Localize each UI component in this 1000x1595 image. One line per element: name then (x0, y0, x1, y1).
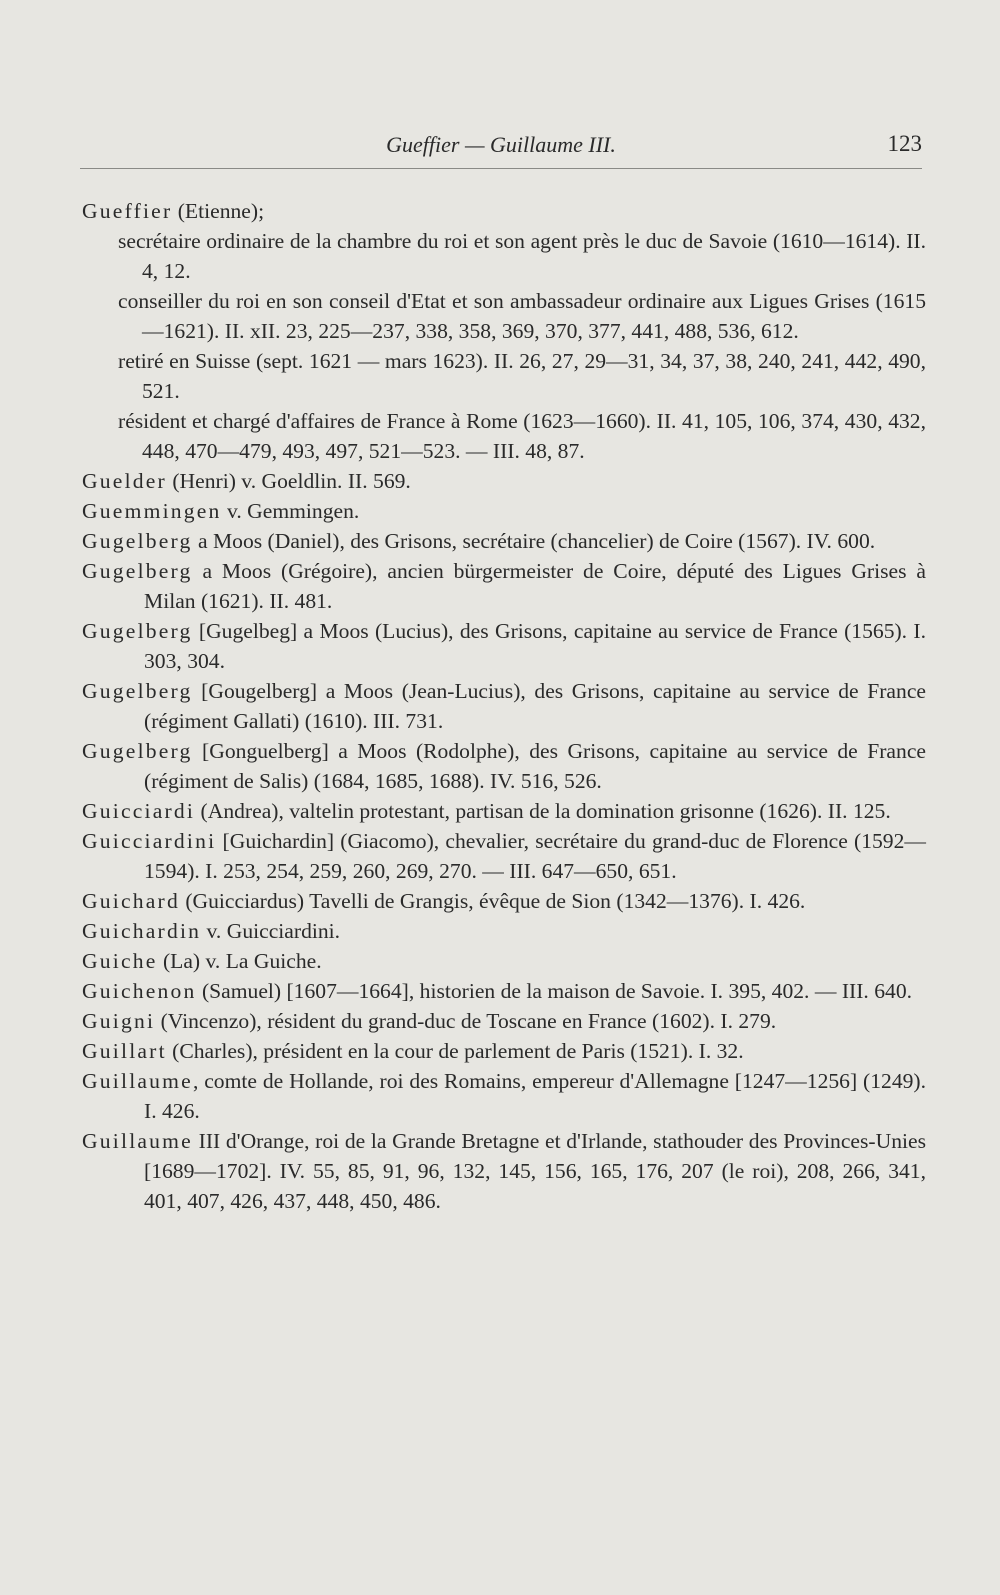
entry-name: Guicciardi (82, 799, 196, 823)
entry-name: Guigni (82, 1009, 156, 1033)
index-entry (82, 916, 926, 946)
entry-text: (Guicciardus) Tavelli de Grangis, évêque de Sion (1342—1376). I. 426. (179, 889, 806, 913)
index-entry (82, 616, 926, 676)
entry-text: [Gougelberg] a Moos (Jean-Lucius), des Grisons, capitaine au service de France (régiment Gallati) (1610). III. 731. (144, 679, 926, 733)
entry-text: [Gugelbeg] a Moos (Lucius), des Grisons, capitaine au service de France (1565). I. 303, 304. (144, 619, 926, 673)
entry-name: Guelder (82, 469, 167, 493)
index-entry (82, 976, 926, 1006)
running-head (80, 128, 922, 169)
index-entries (82, 196, 926, 1216)
index-subentry: retiré en Suisse (sept. 1621 — mars 1623). II. 26, 27, 29—31, 34, 37, 38, 240, 241, 442, 490, 521. (118, 349, 926, 403)
entry-name: Gugelberg (82, 739, 193, 763)
entry-name: Guillaume (82, 1129, 193, 1153)
index-subentry: secrétaire ordinaire de la chambre du roi et son agent près le duc de Savoie (1610—1614). II. 4, 12. (118, 229, 926, 283)
index-entry (82, 736, 926, 796)
entry-text: (Vincenzo), résident du grand-duc de Toscane en France (1602). I. 279. (155, 1009, 777, 1033)
entry-name: Guichard (82, 889, 180, 913)
index-subentry: conseiller du roi en son conseil d'Etat et son ambassadeur ordinaire aux Ligues Grises (1615—1621). II. xII. 23, 225—237, 338, 358, 369, 370, 377, 441, 488, 536, 612. (118, 289, 926, 343)
index-entry (82, 886, 926, 916)
entry-text: [Guichardin] (Giacomo), chevalier, secrétaire du grand-duc de Florence (1592—1594). I. 253, 254, 259, 260, 269, 270. — III. 647—650, 651. (144, 829, 926, 883)
entry-name: Gugelberg (82, 619, 193, 643)
index-entry (82, 1006, 926, 1036)
index-entry (82, 676, 926, 736)
entry-text: (Andrea), valtelin protestant, partisan de la domination grisonne (1626). II. 125. (195, 799, 891, 823)
index-subentry: résident et chargé d'affaires de France à Rome (1623—1660). II. 41, 105, 106, 374, 430, 432, 448, 470—479, 493, 497, 521—523. — III. 48, 87. (118, 409, 926, 463)
index-entry (82, 556, 926, 616)
entry-text: , comte de Hollande, roi des Romains, empereur d'Allemagne [1247—1256] (1249). I. 426. (144, 1069, 926, 1123)
entry-name: Gugelberg (82, 559, 193, 583)
entry-name: Guiche (82, 949, 158, 973)
index-entry (82, 1126, 926, 1216)
index-entry (82, 466, 926, 496)
entry-name: Guillart (82, 1039, 167, 1063)
running-title: Gueffier — Guillaume III. (386, 132, 616, 157)
index-entry (82, 796, 926, 826)
index-entry (82, 1066, 926, 1126)
entry-name: Guicciardini (82, 829, 217, 853)
entry-text: v. Gemmingen. (221, 499, 360, 523)
entry-text: (Samuel) [1607—1664], historien de la maison de Savoie. I. 395, 402. — III. 640. (196, 979, 913, 1003)
index-entry (82, 526, 926, 556)
entry-name: Guillaume (82, 1069, 193, 1093)
entry-name: Gueffier (82, 199, 173, 223)
index-entry (82, 196, 926, 226)
index-entry (82, 946, 926, 976)
entry-text: (La) v. La Guiche. (157, 949, 322, 973)
entry-name: Gugelberg (82, 529, 193, 553)
index-entry (82, 496, 926, 526)
entry-name: Guichardin (82, 919, 202, 943)
entry-name: Guichenon (82, 979, 197, 1003)
entry-text: (Etienne); (172, 199, 265, 223)
entry-name: Guemmingen (82, 499, 222, 523)
page-number: 123 (887, 131, 922, 156)
entry-text: v. Guicciardini. (201, 919, 341, 943)
entry-text: III d'Orange, roi de la Grande Bretagne et d'Irlande, stathouder des Provinces-Unies [1689—1702]. IV. 55, 85, 91, 96, 132, 145, 156, 165, 176, 207 (le roi), 208, 266, 341, 401, 407, 426, 437, 448, 450, 486. (144, 1129, 926, 1213)
entry-text: (Charles), président en la cour de parlement de Paris (1521). I. 32. (166, 1039, 744, 1063)
index-entry (82, 826, 926, 886)
entry-text: (Henri) v. Goeldlin. II. 569. (166, 469, 411, 493)
entry-text: a Moos (Grégoire), ancien bürgermeister de Coire, député des Ligues Grises à Milan (1621). II. 481. (144, 559, 926, 613)
entry-name: Gugelberg (82, 679, 193, 703)
entry-text: a Moos (Daniel), des Grisons, secrétaire (chancelier) de Coire (1567). IV. 600. (192, 529, 876, 553)
index-entry (82, 1036, 926, 1066)
entry-text: [Gonguelberg] a Moos (Rodolphe), des Grisons, capitaine au service de France (régiment de Salis) (1684, 1685, 1688). IV. 516, 526. (144, 739, 926, 793)
